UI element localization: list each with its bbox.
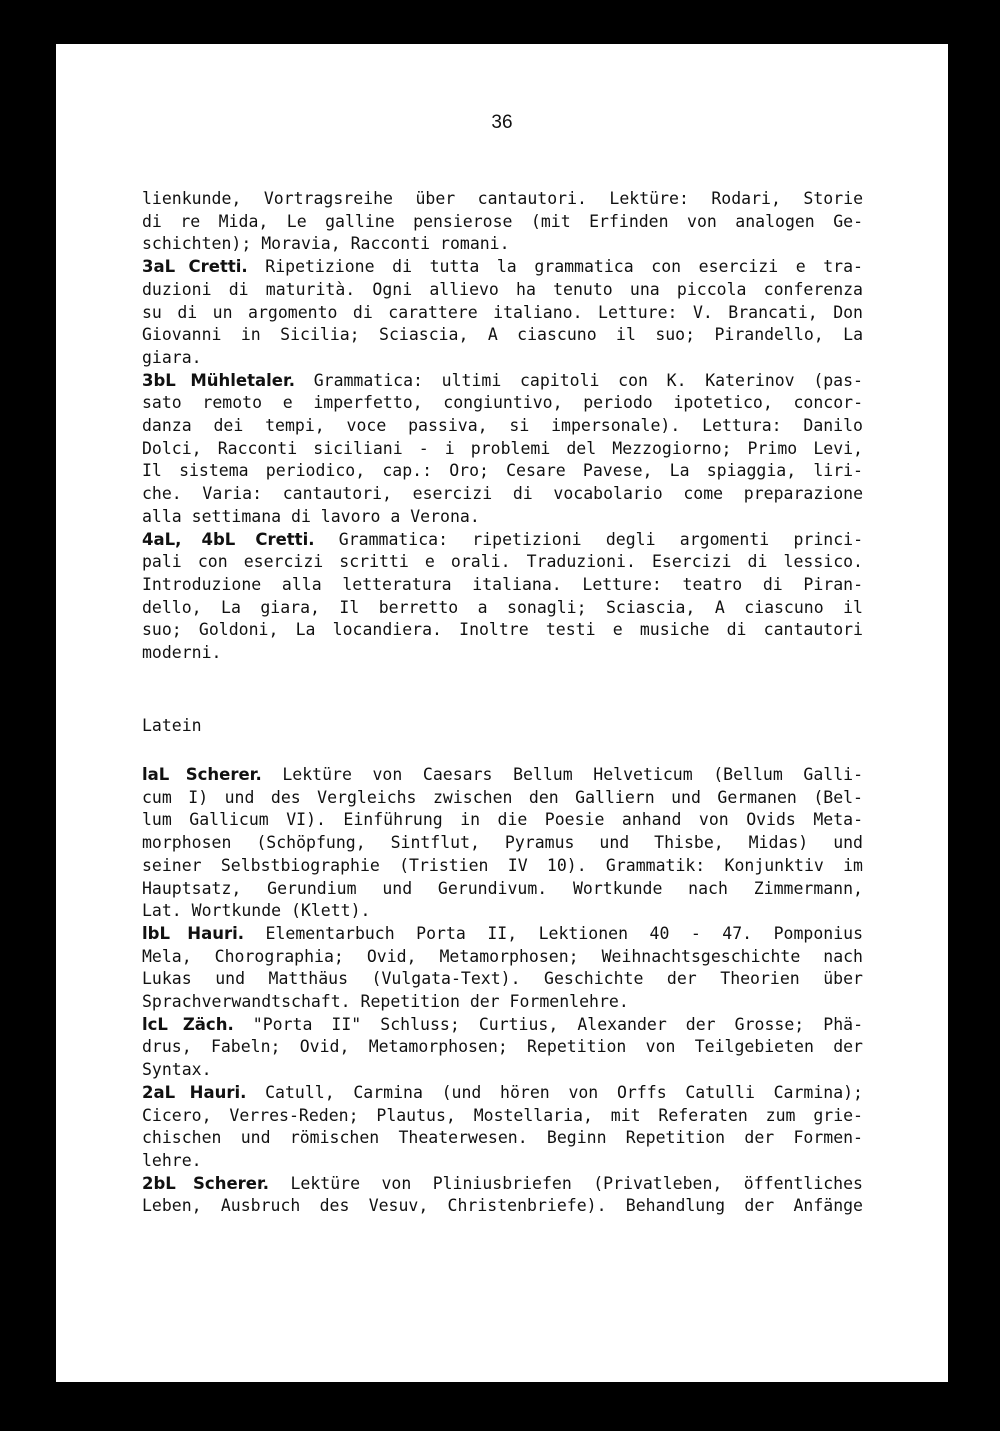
text-line: morphosen (Schöpfung, Sintflut, Pyramus und Thisbe, Midas) und bbox=[142, 833, 863, 853]
section-heading-latein: Latein bbox=[142, 716, 202, 735]
text-line: duzioni di maturità. Ogni allievo ha tenuto una piccola conferenza bbox=[142, 279, 863, 299]
course-label: 2aL Hauri. bbox=[142, 1082, 247, 1102]
text-line: Hauptsatz, Gerundium und Gerundivum. Wortkunde nach Zimmermann, bbox=[142, 878, 863, 898]
course-entry-2aL: 2aL Hauri. Catull, Carmina (und hören von Orffs Catulli Carmina); bbox=[142, 1082, 863, 1102]
text-line: cum I) und des Vergleichs zwischen den Galliern und Germanen (Bel- bbox=[142, 787, 863, 807]
course-label: 3aL Cretti. bbox=[142, 257, 248, 277]
text-line: Leben, Ausbruch des Vesuv, Christenbriefe). Behandlung der Anfänge bbox=[142, 1196, 863, 1216]
text-line: schichten); Moravia, Racconti romani. bbox=[142, 234, 510, 254]
text-line: Lat. Wortkunde (Klett). bbox=[142, 901, 371, 921]
course-label: lbL Hauri. bbox=[142, 923, 245, 943]
text-line: Introduzione alla letteratura italiana. Letture: teatro di Piran- bbox=[142, 574, 863, 594]
text-line: Mela, Chorographia; Ovid, Metamorphosen; Weihnachtsgeschichte nach bbox=[142, 946, 863, 966]
course-entry-3bL: 3bL Mühletaler. Grammatica: ultimi capitoli con K. Katerinov (pas- bbox=[142, 370, 863, 390]
course-label: 2bL Scherer. bbox=[142, 1173, 270, 1193]
course-label: lcL Zäch. bbox=[142, 1014, 234, 1034]
text-line: sato remoto e imperfetto, congiuntivo, periodo ipotetico, concor- bbox=[142, 393, 863, 413]
text-line: dello, La giara, Il berretto a sonagli; Sciascia, A ciascuno il bbox=[142, 597, 863, 617]
text-line: lehre. bbox=[142, 1150, 202, 1170]
latin-section bbox=[142, 764, 863, 1218]
text-line: Giovanni in Sicilia; Sciascia, A ciascuno il suo; Pirandello, La bbox=[142, 325, 863, 345]
course-entry-3aL: 3aL Cretti. Ripetizione di tutta la grammatica con esercizi e tra- bbox=[142, 257, 863, 277]
text-line: Cicero, Verres-Reden; Plautus, Mostellaria, mit Referaten zum grie- bbox=[142, 1105, 863, 1125]
text-line: danza dei tempi, voce passiva, si impersonale). Lettura: Danilo bbox=[142, 416, 863, 436]
page-number: 36 bbox=[491, 112, 513, 133]
course-entry-lcL: lcL Zäch. "Porta II" Schluss; Curtius, Alexander der Grosse; Phä- bbox=[142, 1014, 863, 1034]
course-label: 3bL Mühletaler. bbox=[142, 370, 295, 390]
text-line: suo; Goldoni, La locandiera. Inoltre testi e musiche di cantautori bbox=[142, 620, 863, 640]
text-line: Lukas und Matthäus (Vulgata-Text). Geschichte der Theorien über bbox=[142, 969, 863, 989]
text-line: alla settimana di lavoro a Verona. bbox=[142, 506, 480, 526]
text-line: Sprachverwandtschaft. Repetition der Formenlehre. bbox=[142, 992, 629, 1012]
text-line: pali con esercizi scritti e orali. Traduzioni. Esercizi di lessico. bbox=[142, 552, 863, 572]
text-line: Syntax. bbox=[142, 1060, 212, 1080]
text-line: chischen und römischen Theaterwesen. Beginn Repetition der Formen- bbox=[142, 1128, 863, 1148]
course-label: 4aL, 4bL Cretti. bbox=[142, 529, 315, 549]
course-entry-2bL: 2bL Scherer. Lektüre von Pliniusbriefen (Privatleben, öffentliches bbox=[142, 1173, 863, 1193]
text-line: drus, Fabeln; Ovid, Metamorphosen; Repetition von Teilgebieten der bbox=[142, 1037, 863, 1057]
course-entry-4aL-4bL: 4aL, 4bL Cretti. Grammatica: ripetizioni degli argomenti princi- bbox=[142, 529, 863, 549]
text-line: lum Gallicum VI). Einführung in die Poesie anhand von Ovids Meta- bbox=[142, 810, 863, 830]
italian-section bbox=[142, 188, 863, 665]
course-entry-laL: laL Scherer. Lektüre von Caesars Bellum Helveticum (Bellum Galli- bbox=[142, 765, 863, 784]
document-page bbox=[56, 44, 948, 1382]
text-line: che. Varia: cantautori, esercizi di vocabolario come preparazione bbox=[142, 484, 863, 504]
text-line: seiner Selbstbiographie (Tristien IV 10). Grammatik: Konjunktiv im bbox=[142, 855, 863, 875]
text-line: moderni. bbox=[142, 643, 222, 663]
text-line: di re Mida, Le galline pensierose (mit Erfinden von analogen Ge- bbox=[142, 211, 863, 231]
text-line: su di un argomento di carattere italiano. Letture: V. Brancati, Don bbox=[142, 302, 863, 322]
course-entry-lbL: lbL Hauri. Elementarbuch Porta II, Lektionen 40 - 47. Pomponius bbox=[142, 923, 863, 943]
text-line: lienkunde, Vortragsreihe über cantautori. Lektüre: Rodari, Storie bbox=[142, 189, 863, 208]
text-line: giara. bbox=[142, 347, 202, 367]
text-line: Dolci, Racconti siciliani - i problemi del Mezzogiorno; Primo Levi, bbox=[142, 438, 863, 458]
text-line: Il sistema periodico, cap.: Oro; Cesare Pavese, La spiaggia, liri- bbox=[142, 461, 863, 481]
course-label: laL Scherer. bbox=[142, 765, 262, 784]
